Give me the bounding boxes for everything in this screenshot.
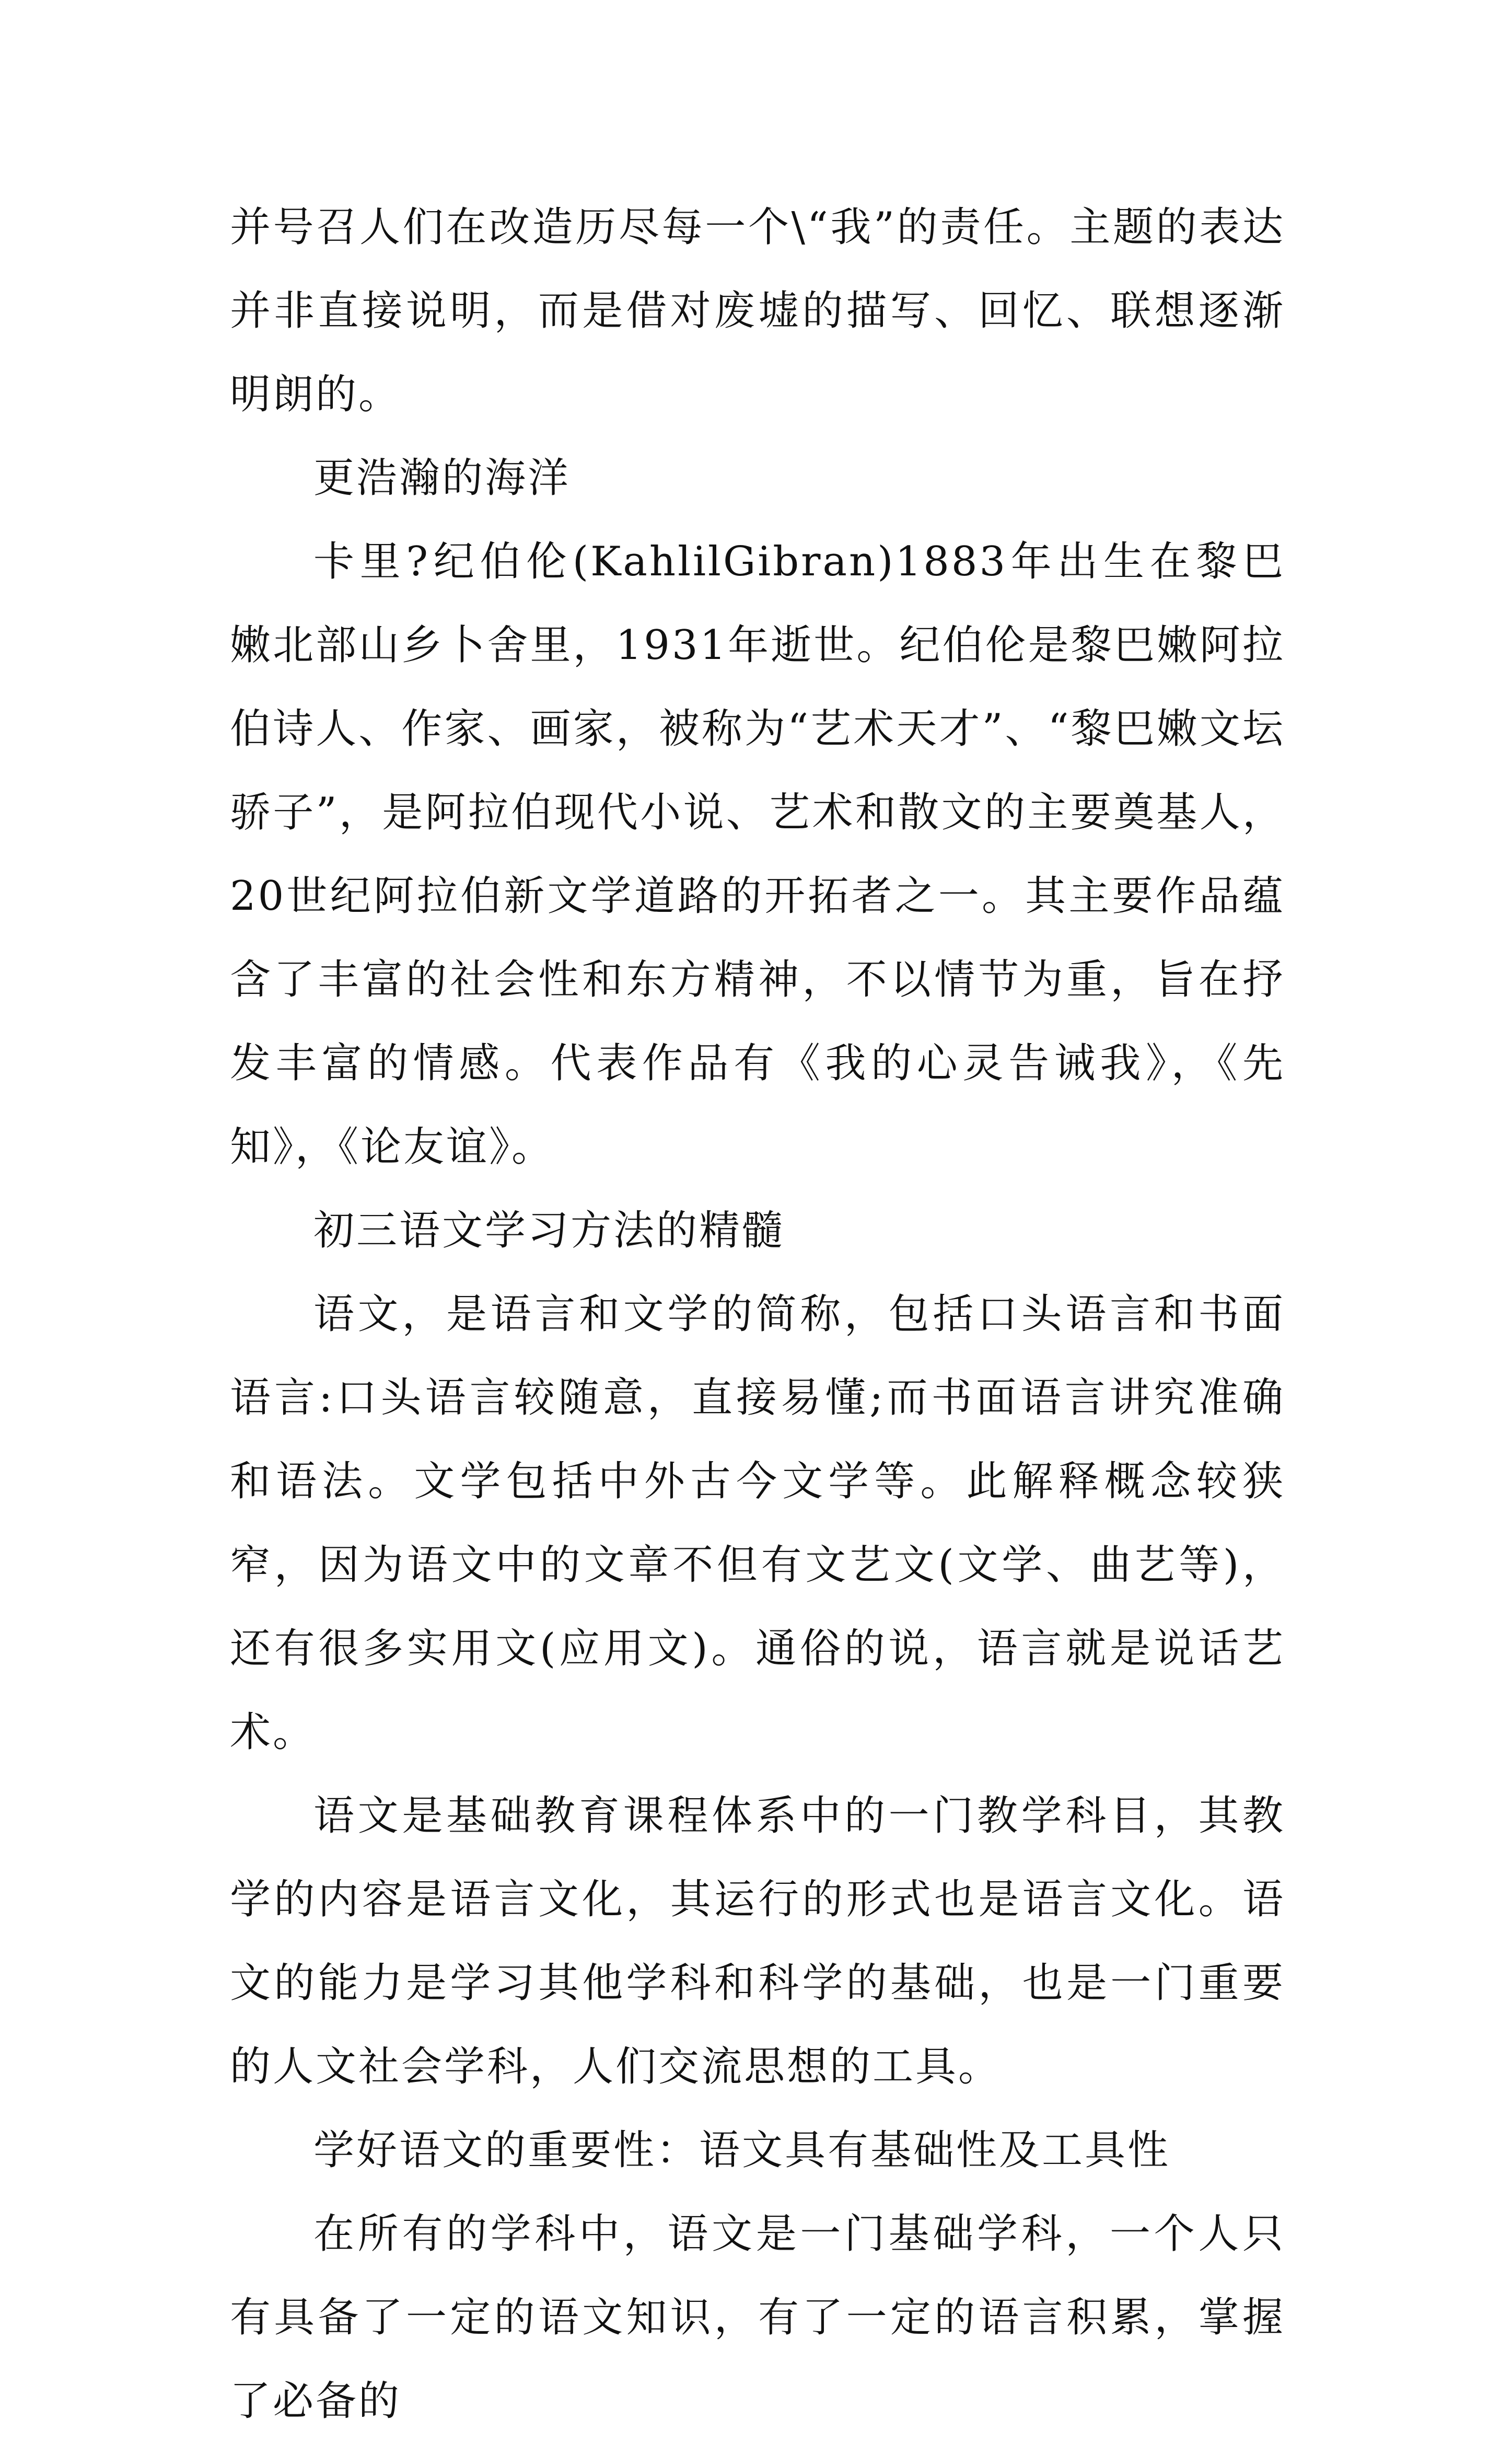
heading-importance: 学好语文的重要性：语文具有基础性及工具性 (313, 2127, 1171, 2174)
text-column (230, 186, 1285, 2443)
paragraph-foundation-subject: 在所有的学科中，语文是一门基础学科，一个人只有具备了一定的语文知识，有了一定的语言积累，掌握了必备的 (230, 2210, 1285, 2425)
paragraph-chinese-subject: 语文是基础教育课程体系中的一门教学科目，其教学的内容是语言文化，其运行的形式也是语言文化。语文的能力是学习其他学科和科学的基础，也是一门重要的人文社会学科，人们交流思想的工具。 (230, 1792, 1285, 2090)
paragraph-gibran-bio: 卡里?纪伯伦(KahlilGibran)1883年出生在黎巴嫩北部山乡卜舍里，1931年逝世。纪伯伦是黎巴嫩阿拉伯诗人、作家、画家，被称为“艺术天才”、“黎巴嫩文坛骄子”，是阿拉伯现代小说、艺术和散文的主要奠基人，20世纪阿拉伯新文学道路的开拓者之一。其主要作品蕴含了丰富的社会性和东方精神，不以情节为重，旨在抒发丰富的情感。代表作品有《我的心灵告诫我》，《先知》，《论友谊》。 (230, 538, 1285, 1171)
paragraph-chinese-definition: 语文，是语言和文学的简称，包括口头语言和书面语言:口头语言较随意，直接易懂;而书面语言讲究准确和语法。文学包括中外古今文学等。此解释概念较狭窄，因为语文中的文章不但有文艺文(文学、曲艺等)，还有很多实用文(应用文)。通俗的说，语言就是说话艺术。 (230, 1291, 1285, 1756)
heading-vast-ocean: 更浩瀚的海洋 (313, 455, 571, 502)
heading-study-method: 初三语文学习方法的精髓 (313, 1207, 785, 1254)
paragraph-ruins-theme: 并号召人们在改造历尽每一个\“我”的责任。主题的表达并非直接说明，而是借对废墟的描写、回忆、联想逐渐明朗的。 (230, 204, 1285, 418)
